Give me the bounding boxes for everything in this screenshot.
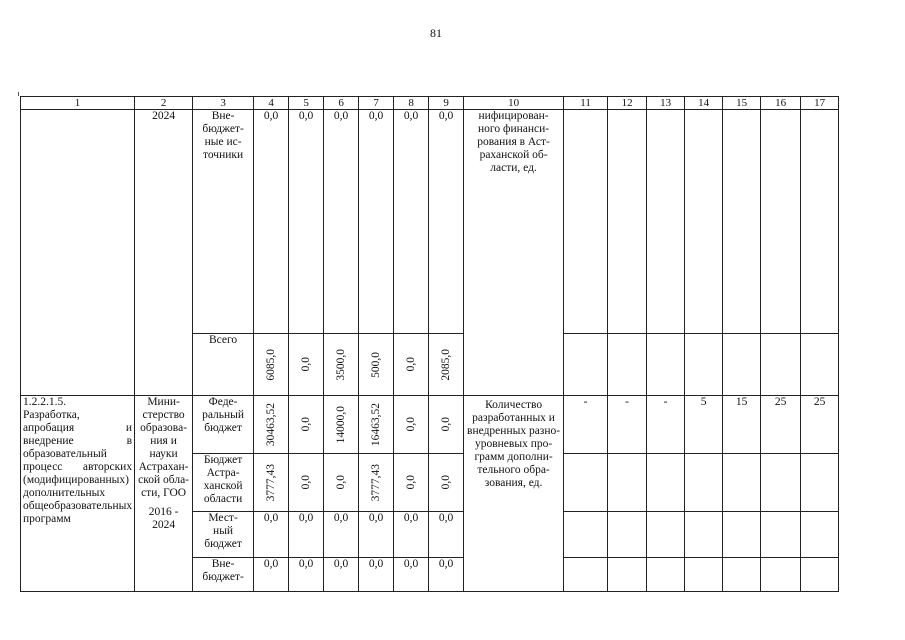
amount-cell: 0,0	[254, 558, 289, 592]
target-cell	[723, 558, 761, 592]
scan-mark	[18, 92, 19, 96]
target-cell	[647, 334, 685, 396]
funding-source: Вне- бюджет-	[193, 558, 254, 592]
target-cell	[761, 454, 801, 512]
table-row	[21, 110, 839, 334]
column-number: 16	[761, 97, 801, 110]
column-number: 9	[429, 97, 464, 110]
target-cell	[647, 110, 685, 334]
amount-cell: 0,0	[289, 558, 324, 592]
amount-cell: 0,0	[429, 110, 464, 334]
target-cell	[801, 110, 839, 334]
target-cell	[608, 110, 647, 334]
column-number-row	[21, 97, 839, 110]
amount-value: 0,0	[404, 475, 417, 490]
amount-value: 2085,0	[439, 348, 452, 381]
amount-cell	[429, 396, 464, 454]
period-cell: 2024	[135, 110, 193, 396]
target-cell	[608, 558, 647, 592]
target-cell: 5	[685, 396, 723, 454]
amount-cell: 0,0	[324, 558, 359, 592]
target-cell	[647, 454, 685, 512]
funding-source: Феде- ральный бюджет	[193, 396, 254, 454]
amount-value: 16463,52	[369, 402, 382, 447]
amount-value: 0,0	[334, 475, 347, 490]
amount-cell: 0,0	[359, 558, 394, 592]
column-number: 12	[608, 97, 647, 110]
amount-cell: 0,0	[429, 512, 464, 558]
measure-cell-empty	[21, 110, 135, 396]
target-cell	[564, 334, 608, 396]
amount-value: 500,0	[369, 351, 382, 378]
amount-cell: 0,0	[429, 558, 464, 592]
funding-source: Бюджет Астра- ханской области	[193, 454, 254, 512]
amount-value: 0,0	[439, 475, 452, 490]
target-cell: -	[647, 396, 685, 454]
amount-cell: 0,0	[394, 512, 429, 558]
target-cell	[723, 334, 761, 396]
amount-value: 0,0	[299, 357, 312, 372]
target-cell	[761, 558, 801, 592]
amount-cell	[359, 454, 394, 512]
amount-value: 6085,0	[264, 348, 277, 381]
column-number: 4	[254, 97, 289, 110]
amount-value: 0,0	[404, 357, 417, 372]
column-number: 7	[359, 97, 394, 110]
amount-cell: 0,0	[394, 110, 429, 334]
target-cell	[647, 512, 685, 558]
period-text: 2016 - 2024	[148, 506, 179, 531]
target-cell	[685, 110, 723, 334]
amount-cell: 0,0	[289, 512, 324, 558]
amount-cell	[394, 396, 429, 454]
amount-value: 14000,0	[334, 405, 347, 444]
amount-cell	[394, 454, 429, 512]
column-number: 10	[464, 97, 564, 110]
target-cell	[801, 334, 839, 396]
column-number: 5	[289, 97, 324, 110]
amount-cell	[324, 396, 359, 454]
amount-cell: 0,0	[359, 512, 394, 558]
target-cell: 15	[723, 396, 761, 454]
target-cell	[761, 110, 801, 334]
target-cell	[685, 512, 723, 558]
amount-value: 3777,43	[369, 463, 382, 502]
target-cell	[801, 512, 839, 558]
amount-cell: 0,0	[394, 558, 429, 592]
column-number: 3	[193, 97, 254, 110]
amount-cell: 0,0	[289, 110, 324, 334]
target-cell	[564, 454, 608, 512]
amount-value: 0,0	[404, 417, 417, 432]
target-cell	[564, 558, 608, 592]
target-cell	[647, 558, 685, 592]
amount-cell: 0,0	[359, 110, 394, 334]
target-cell	[608, 454, 647, 512]
funding-source: Мест- ный бюджет	[193, 512, 254, 558]
amount-cell: 0,0	[254, 512, 289, 558]
amount-value: 0,0	[439, 417, 452, 432]
table-row	[21, 396, 839, 454]
target-cell	[723, 512, 761, 558]
column-number: 11	[564, 97, 608, 110]
target-cell: -	[564, 396, 608, 454]
executor-cell	[135, 396, 193, 592]
amount-cell	[289, 454, 324, 512]
target-cell: 25	[801, 396, 839, 454]
program-table	[20, 96, 839, 592]
target-cell: 25	[761, 396, 801, 454]
amount-cell: 0,0	[254, 110, 289, 334]
measure-cell: 1.2.2.1.5. Разработка, апробация и внедрение в образовательный процесс авторских (модифицированных) дополнительных общеобразовательных программ	[21, 396, 135, 592]
column-number: 2	[135, 97, 193, 110]
target-cell	[761, 334, 801, 396]
column-number: 1	[21, 97, 135, 110]
target-cell	[564, 512, 608, 558]
column-number: 14	[685, 97, 723, 110]
target-cell	[685, 334, 723, 396]
amount-value: 0,0	[299, 417, 312, 432]
executor-text: Мини- стерство образова- ния и науки Астрахан- ской обла- сти, ГОО	[138, 396, 190, 499]
column-number: 8	[394, 97, 429, 110]
amount-cell	[359, 396, 394, 454]
column-number: 15	[723, 97, 761, 110]
amount-value: 3500,0	[334, 348, 347, 381]
amount-cell	[324, 454, 359, 512]
amount-cell	[254, 396, 289, 454]
target-cell	[723, 110, 761, 334]
amount-cell: 0,0	[324, 512, 359, 558]
amount-cell	[289, 396, 324, 454]
target-cell	[723, 454, 761, 512]
funding-source: Всего	[193, 334, 254, 396]
amount-cell	[254, 334, 289, 396]
amount-cell	[324, 334, 359, 396]
amount-cell: 0,0	[324, 110, 359, 334]
amount-cell	[429, 454, 464, 512]
page-number: 81	[430, 26, 442, 40]
target-cell	[608, 512, 647, 558]
amount-value: 0,0	[299, 475, 312, 490]
amount-cell	[254, 454, 289, 512]
amount-cell	[429, 334, 464, 396]
column-number: 6	[324, 97, 359, 110]
target-cell	[685, 558, 723, 592]
target-cell	[608, 334, 647, 396]
column-number: 13	[647, 97, 685, 110]
indicator-cell: Количество разработанных и внедренных разно- уровневых про- грамм дополни- тельного обра- зования, ед.	[464, 396, 564, 592]
amount-cell	[394, 334, 429, 396]
target-cell: -	[608, 396, 647, 454]
column-number: 17	[801, 97, 839, 110]
target-cell	[801, 454, 839, 512]
target-cell	[801, 558, 839, 592]
target-cell	[761, 512, 801, 558]
amount-cell	[359, 334, 394, 396]
indicator-cell: нифицирован- ного финанси- рования в Аст- раханской об- ласти, ед.	[464, 110, 564, 396]
amount-cell	[289, 334, 324, 396]
funding-source: Вне- бюджет- ные ис- точники	[193, 110, 254, 334]
amount-value: 30463,52	[264, 402, 277, 447]
amount-value: 3777,43	[264, 463, 277, 502]
target-cell	[685, 454, 723, 512]
target-cell	[564, 110, 608, 334]
